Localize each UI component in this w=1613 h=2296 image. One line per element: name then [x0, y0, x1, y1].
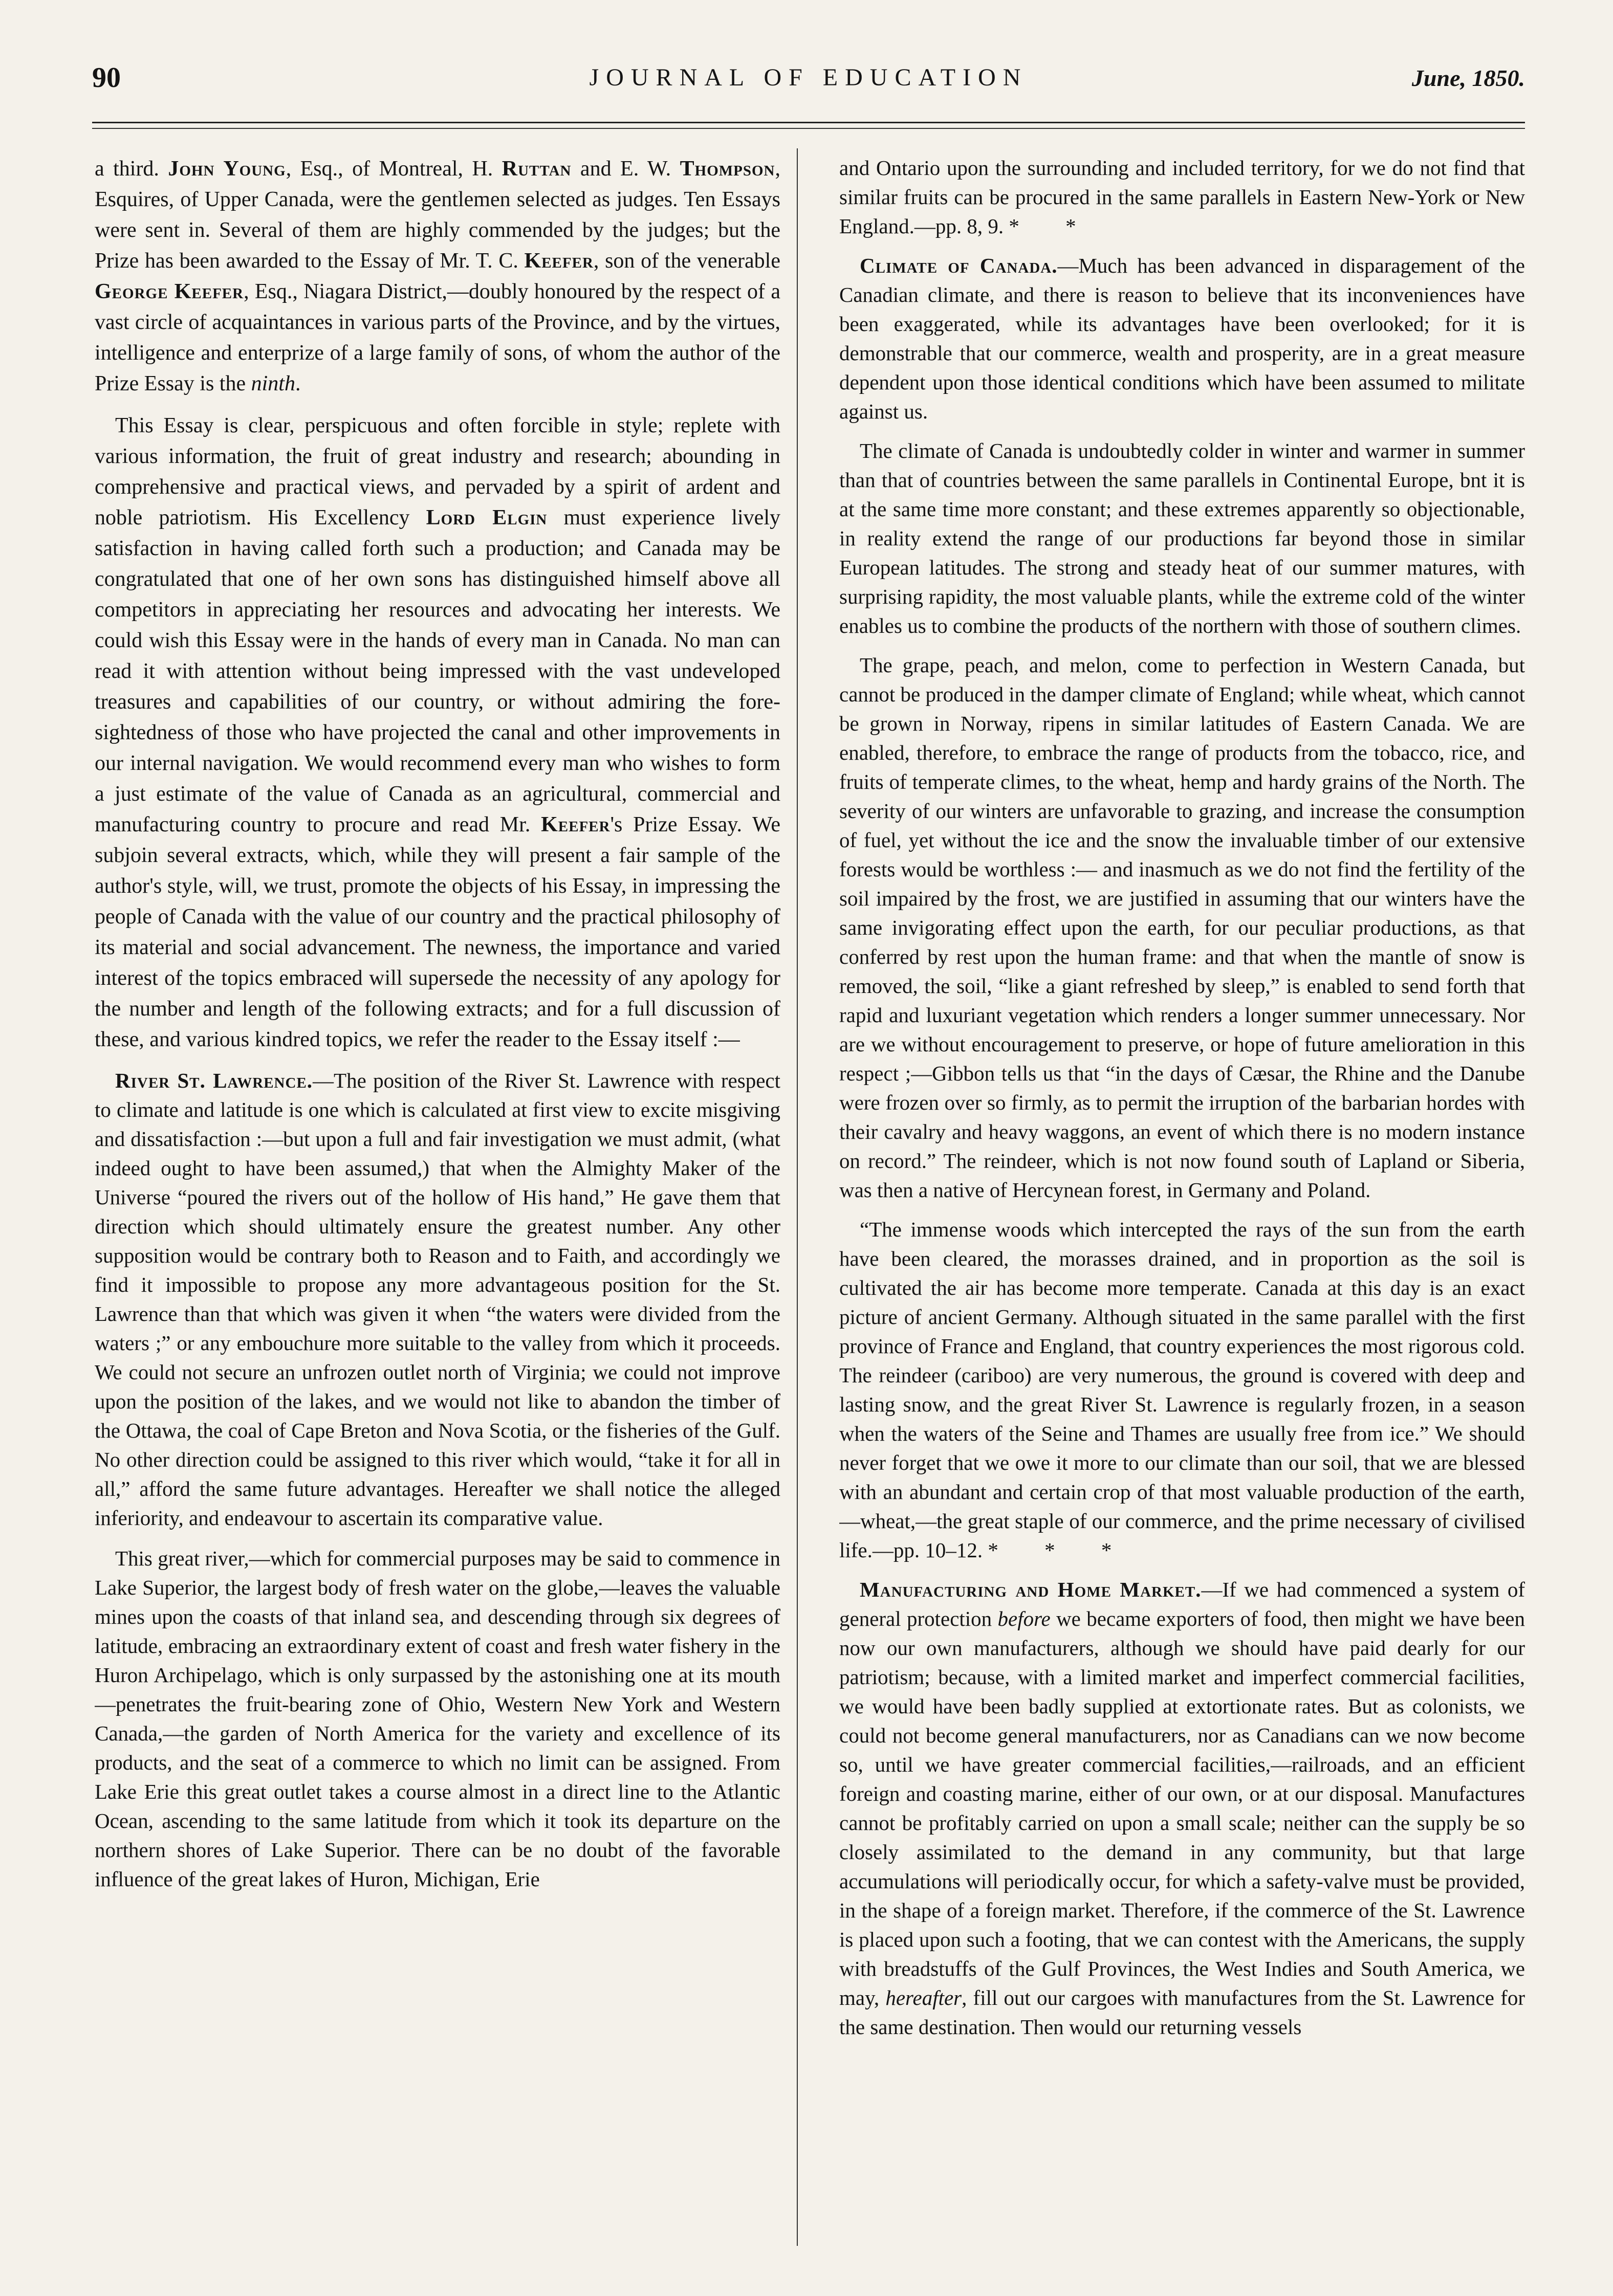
right-column	[839, 153, 1525, 2241]
header-rule-thin	[92, 128, 1525, 129]
manufacturing-paragraph: Manufacturing and Home Market.—If we had commenced a system of general protection before we became exporters of food, then might we have been now our own manufacturers, although we should have paid dearly for our patriotism; because, with a limited market and imperfect commercial facilities, we would have been badly supplied at extortionate rates. But as colonists, we could not become general manufacturers, nor as Canadians can we now become so, until we have greater commercial facilities,—railroads, and an efficient foreign and coasting marine, either of our own, or at our disposal. Manufactures cannot be profitably carried on upon a small scale; neither can the supply be so closely assimilated to the demand in any community, but that large accumulations will periodically occur, for which a safety-valve must be provided, in the shape of a foreign market. Therefore, if the commerce of the St. Lawrence is placed upon such a footing, that we can contest with the Americans, the supply with breadstuffs of the Gulf Provinces, the West Indies and South America, we may, hereafter, fill out our cargoes with manufactures from the St. Lawrence for the same destination. Then would our returning vessels	[839, 1578, 1525, 2039]
grape-peach-paragraph: The grape, peach, and melon, come to perfection in Western Canada, but cannot be produced in the damper climate of England; while wheat, which cannot be grown in Norway, ripens in similar latitudes of Eastern Canada. We are enabled, therefore, to embrace the range of products from the tobacco, rice, and fruits of temperate climes, to the wheat, hemp and hardy grains of the North. The severity of our winters are unfavorable to grazing, and increase the consumption of fuel, yet without the ice and the snow the invaluable timber of our extensive forests would be worthless :— and inasmuch as we do not find the fertility of the soil impaired by the frost, we are justified in assuming that our winters have the same invigorating effect upon the earth, for our peculiar productions, as that conferred by rest upon the human frame: and that when the mantle of snow is removed, the soil, “like a giant refreshed by sleep,” is enabled to send forth that rapid and luxuriant vegetation which renders a longer summer unnecessary. Nor are we without encouragement to preserve, or hope of future amelioration in this respect ;—Gibbon tells us that “in the days of Cæsar, the Rhine and the Danube were frozen over so firmly, as to permit the irruption of the barbarian hordes with their cavalry and heavy waggons, an event of which there is no modern instance on record.” The reindeer, which is not now found south of Lapland or Siberia, was then a native of Hercynean forest, in Germany and Poland.	[839, 653, 1525, 1202]
page-number: 90	[92, 62, 121, 94]
great-river-paragraph: This great river,—which for commercial purposes may be said to commence in Lake Superior, the largest body of fresh water on the globe,—leaves the valuable mines upon the coasts of that inland sea, and descending through six degrees of latitude, embracing an extraordinary extent of coast and fresh water fishery in the Huron Archipelago, which is only surpassed by the astonishing one at its mouth—penetrates the fruit-bearing zone of Ohio, Western New York and Western Canada,—the garden of North America for the variety and excellence of its products, and the seat of a commerce to which no limit can be assigned. From Lake Erie this great outlet takes a course almost in a direct line to the Atlantic Ocean, ascending to the same latitude from which it took its departure on the northern shores of Lake Superior. There can be no doubt of the favorable influence of the great lakes of Huron, Michigan, Erie	[95, 1547, 780, 1891]
climate-colder-paragraph: The climate of Canada is undoubtedly colder in winter and warmer in summer than that of countries between the same parallels in Continental Europe, bnt it is at the same time more constant; and these extremes apparently so objectionable, in reality extend the range of our productions far beyond those in similar European latitudes. The strong and steady heat of our summer matures, with surprising rapidity, the most valuable plants, while the extreme cold of the winter enables us to combine the products of the northern with those of southern climes.	[839, 439, 1525, 637]
section-heading: River St. Lawrence.	[115, 1069, 313, 1092]
river-st-lawrence-paragraph: River St. Lawrence.—The position of the River St. Lawrence with respect to climate and latitude is one which is calculated at first view to excite misgiving and dissatisfaction :—but upon a full and fair investigation we must admit, (what indeed ought to have been assumed,) that when the Almighty Maker of the Universe “poured the rivers out of the hollow of His hand,” He gave them that direction which should ultimately ensure the greatest number. Any other supposition would be contrary both to Reason and to Faith, and accordingly we find it impossible to propose any more advantageous position for the St. Lawrence than that which was given it when “the waters were divided from the waters ;” or any embouchure more suitable to the valley from which it proceeds. We could not secure an unfrozen outlet north of Virginia; we could not improve upon the position of the lakes, and we would not like to abandon the timber of the Ottawa, the coal of Cape Breton and Nova Scotia, or the fisheries of the Gulf. No other direction could be assigned to this river which would, “take it for all in all,” afford the same future advantages. Hereafter we shall notice the alleged inferiority, and endeavour to ascertain its comparative value.	[95, 1069, 780, 1530]
column-divider	[797, 148, 798, 2246]
page-header	[92, 61, 1525, 107]
header-rule	[92, 122, 1525, 123]
immense-woods-paragraph: “The immense woods which intercepted the rays of the sun from the earth have been cleared, the morasses drained, and in proportion as the soil is cultivated the air has become more temperate. Canada at this day is an exact picture of ancient Germany. Although situated in the same parallel with the first province of France and England, that country experiences the most rigorous cold. The reindeer (cariboo) are very numerous, the ground is covered with deep and lasting snow, and the great River St. Lawrence is regularly frozen, in a season when the waters of the Seine and Thames are usually free from ice.” We should never forget that we owe it more to our climate than our soil, that we are blessed with an abundant and certain crop of that most valuable production of the earth,—wheat,—the great staple of our commerce, and the prime necessary of civilised life.—pp. 10–12. * * *	[839, 1218, 1525, 1562]
climate-paragraph: Climate of Canada.—Much has been advanced in disparagement of the Canadian climate, and there is reason to believe that its inconveniences have been exaggerated, while its advantages have been overlooked; for it is demonstrable that our commerce, wealth and prosperity, are in a great measure dependent upon those identical conditions which have been assumed to militate against us.	[839, 254, 1525, 423]
section-heading: Climate of Canada.	[860, 254, 1058, 277]
section-heading: Manufacturing and Home Market.	[860, 1578, 1202, 1601]
continuation-paragraph: and Ontario upon the surrounding and included territory, for we do not find that similar fruits can be procured in the same parallels in Eastern New-York or New England.—pp. 8, 9. * *	[839, 156, 1525, 238]
left-column	[95, 153, 780, 2241]
essay-review-paragraph: This Essay is clear, perspicuous and often forcible in style; replete with various information, the fruit of great industry and research; abounding in comprehensive and practical views, and pervaded by a spirit of ardent and noble patriotism. His Excellency Lord Elgin must experience lively satisfaction in having called forth such a production; and Canada may be congratulated that one of her own sons has distinguished himself above all competitors in appreciating her resources and advocating her interests. We could wish this Essay were in the hands of every man in Canada. No man can read it with attention without being impressed with the vast undeveloped treasures and capabilities of our country, or without admiring the fore-sightedness of those who have projected the canal and other improvements in our internal navigation. We would recommend every man who wishes to form a just estimate of the value of Canada as an agricultural, commercial and manufacturing country to procure and read Mr. Keefer's Prize Essay. We subjoin several extracts, which, while they will present a fair sample of the author's style, will, we trust, promote the objects of his Essay, in impressing the people of Canada with the value of our country and the practical philosophy of its material and social advancement. The newness, the importance and varied interest of the topics embraced will supersede the necessity of any apology for the number and length of the following extracts; and for a full discussion of these, and various kindred topics, we refer the reader to the Essay itself :—	[95, 414, 780, 1051]
journal-title: JOURNAL OF EDUCATION	[589, 64, 1028, 91]
intro-paragraph: a third. John Young, Esq., of Montreal, H. Ruttan and E. W. Thompson, Esquires, of Upper Canada, were the gentlemen selected as judges. Ten Essays were sent in. Several of them are highly commended by the judges; but the Prize has been awarded to the Essay of Mr. T. C. Keefer, son of the venerable George Keefer, Esq., Niagara District,—doubly honoured by the respect of a vast circle of acquaintances in various parts of the Province, and by the virtues, intelligence and enterprize of a large family of sons, of whom the author of the Prize Essay is the ninth.	[95, 157, 780, 395]
issue-date: June, 1850.	[1411, 65, 1525, 91]
